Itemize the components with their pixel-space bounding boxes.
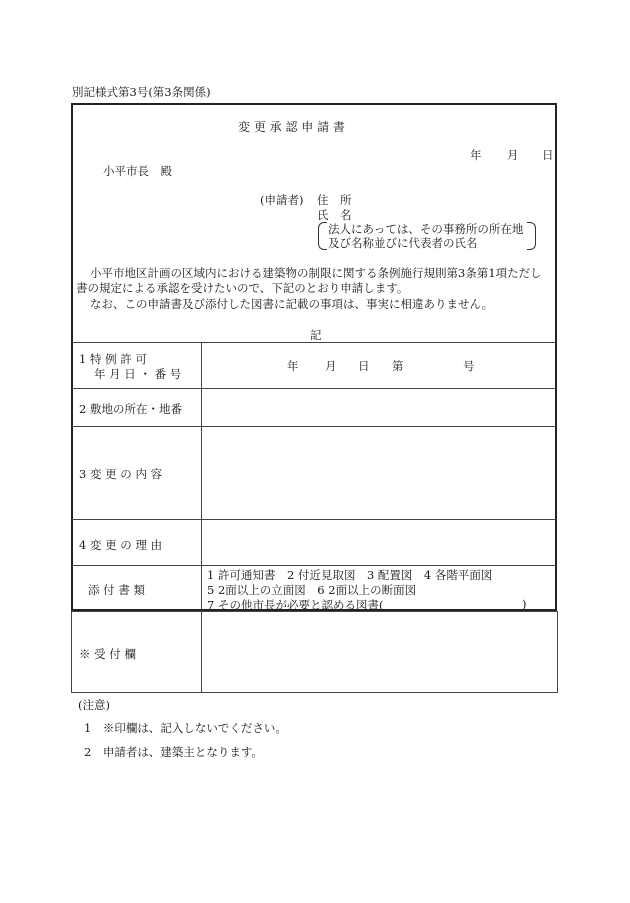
table-line-3 xyxy=(72,519,556,520)
permit-label-1: 1 特 例 許 可 xyxy=(79,352,147,366)
permit-value-day: 日 xyxy=(358,359,370,373)
site-label: 2 敷地の所在・地番 xyxy=(79,402,182,416)
reason-input-area[interactable] xyxy=(206,523,552,561)
form-number-label: 別記様式第3号(第3条関係) xyxy=(72,85,211,99)
corp-note-line2: 及び名称並びに代表者の氏名 xyxy=(328,236,478,250)
table-top-line xyxy=(72,342,556,343)
content-input-area[interactable] xyxy=(206,430,552,515)
form-title: 変 更 承 認 申 請 書 xyxy=(238,120,345,134)
right-bracket xyxy=(527,222,536,250)
site-input-area[interactable] xyxy=(206,392,552,422)
date-month-label: 月 xyxy=(507,148,519,162)
applicant-address-label: 住 所 xyxy=(317,193,352,207)
left-bracket xyxy=(318,222,327,250)
reason-label: 4 変 更 の 理 由 xyxy=(79,538,163,552)
attachment-line-1: 1 許可通知書 2 付近見取図 3 配置図 4 各階平面図 xyxy=(207,568,493,582)
date-year-label: 年 xyxy=(470,148,482,162)
permit-value-month: 月 xyxy=(325,359,337,373)
applicant-label: (申請者) xyxy=(260,193,304,207)
content-label: 3 変 更 の 内 容 xyxy=(79,467,163,481)
attachments-label: 添 付 書 類 xyxy=(88,583,145,597)
note-item-1: 1 ※印欄は、記入しないでください。 xyxy=(84,721,287,735)
permit-label-2: 年 月 日 ・ 番 号 xyxy=(94,367,182,381)
ki-heading: 記 xyxy=(310,328,322,342)
attachment-line-2: 5 2面以上の立面図 6 2面以上の断面図 xyxy=(207,583,417,597)
permit-value-go: 号 xyxy=(463,359,475,373)
attachment-line-3-close: ) xyxy=(522,597,527,611)
table-line-2 xyxy=(72,426,556,427)
note-item-2: 2 申請者は、建築主となります。 xyxy=(84,745,263,759)
table-column-divider xyxy=(201,342,202,610)
body-line-3: なお、この申請書及び添付した図書に記載の事項は、事実に相違ありません。 xyxy=(90,297,494,311)
applicant-name-label: 氏 名 xyxy=(317,208,352,222)
reception-divider xyxy=(201,611,202,693)
body-line-1: 小平市地区計画の区域内における建築物の制限に関する条例施行規則第3条第1項ただし xyxy=(90,266,542,280)
corp-note-line1: 法人にあっては、その事務所の所在地 xyxy=(328,222,524,236)
date-day-label: 日 xyxy=(542,148,554,162)
attachment-line-3: 7 その他市長が必要と認める図書( xyxy=(207,598,384,612)
reception-box xyxy=(71,611,558,693)
body-line-2: 書の規定による承認を受けたいので、下記のとおり申請します。 xyxy=(76,281,409,295)
permit-value-year: 年 xyxy=(287,359,299,373)
reception-label: ※ 受 付 欄 xyxy=(79,647,136,661)
addressee: 小平市長 殿 xyxy=(103,164,172,178)
permit-value-dai: 第 xyxy=(392,359,404,373)
notes-heading: (注意) xyxy=(78,698,110,712)
table-line-4 xyxy=(72,565,556,566)
table-line-1 xyxy=(72,388,556,389)
